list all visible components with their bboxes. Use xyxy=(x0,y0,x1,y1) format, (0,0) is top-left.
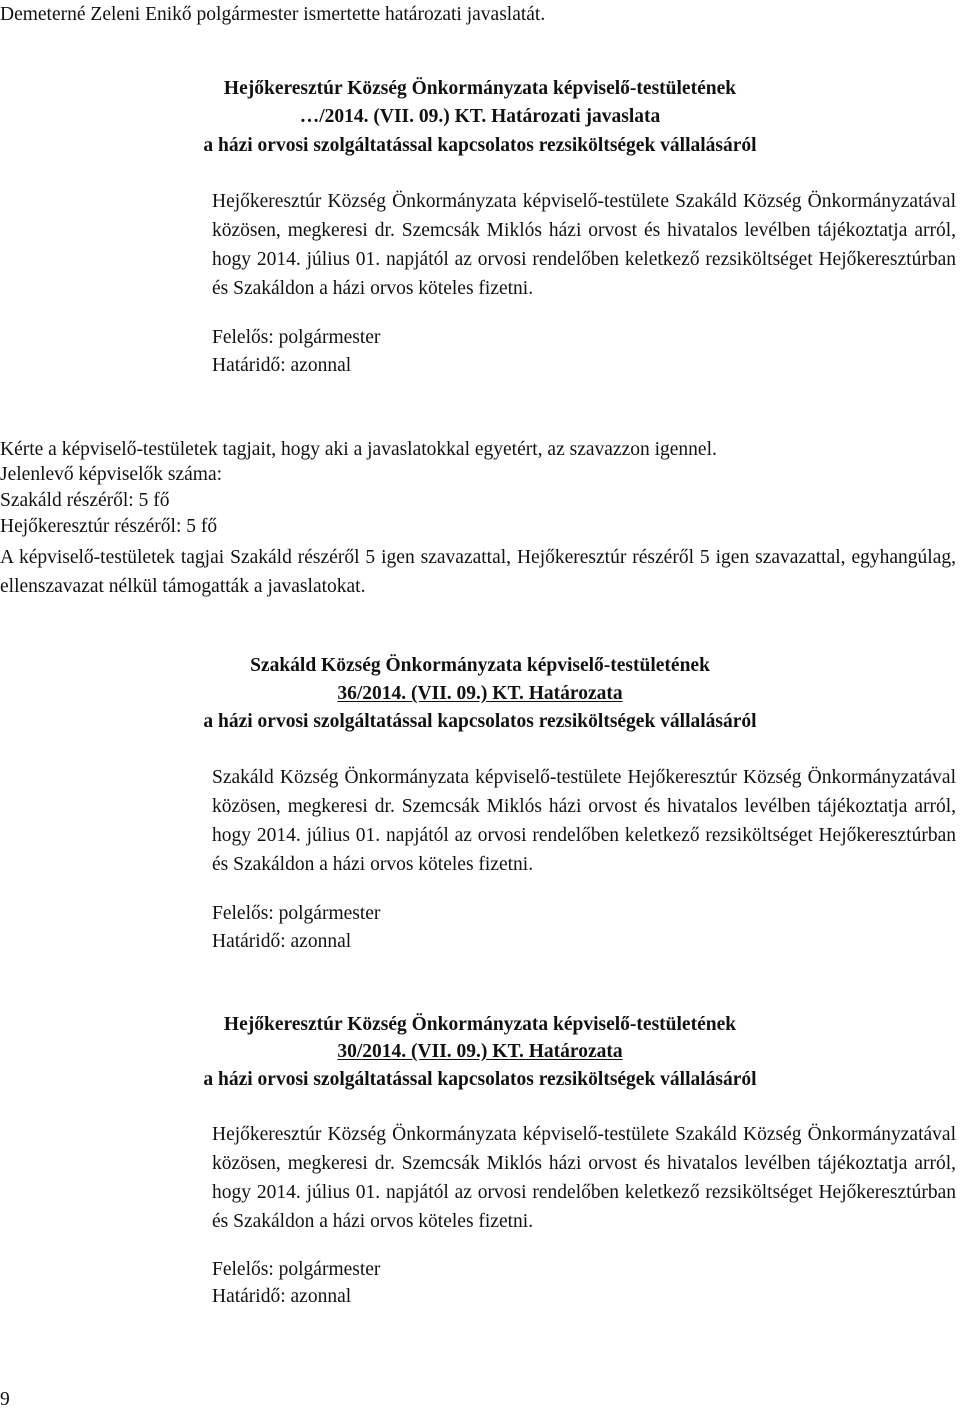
szakald-deadline: Határidő: azonnal xyxy=(212,931,352,952)
page-number: 9 xyxy=(0,1389,10,1410)
vote-szakald-present: Szakáld részéről: 5 fő xyxy=(0,490,170,511)
szakald-heading-number-wrap xyxy=(0,682,960,706)
proposal-deadline: Határidő: azonnal xyxy=(212,355,352,376)
vote-present-label: Jelenlevő képviselők száma: xyxy=(0,464,223,485)
proposal-heading-subject: a házi orvosi szolgáltatással kapcsolatos rezsiköltségek vállalásáról xyxy=(203,135,757,156)
proposal-responsible: Felelős: polgármester xyxy=(212,327,381,348)
hejokeresztur-deadline: Határidő: azonnal xyxy=(212,1286,352,1307)
hejokeresztur-responsible: Felelős: polgármester xyxy=(212,1259,381,1280)
proposal-heading-number: …/2014. (VII. 09.) KT. Határozati javaslata xyxy=(299,106,661,127)
hejokeresztur-heading-number-wrap xyxy=(0,1040,960,1064)
szakald-heading-council: Szakáld Község Önkormányzata képviselő-testületének xyxy=(250,655,710,676)
intro-text: Demeterné Zeleni Enikő polgármester ismertette határozati javaslatát. xyxy=(0,4,546,25)
szakald-body: Szakáld Község Önkormányzata képviselő-testülete Hejőkeresztúr Község Önkormányzatával közösen, megkeresi dr. Szemcsák Miklós házi orvost és hivatalos levélben tájékoztatja arról, hogy 2014. július 01. napjától az orvosi rendelőben keletkező rezsiköltséget Hejőkeresztúrban és Szakáldon a házi orvos köteles fizetni. xyxy=(212,767,956,875)
hejokeresztur-body: Hejőkeresztúr Község Önkormányzata képviselő-testülete Szakáld Község Önkormányzatával közösen, megkeresi dr. Szemcsák Miklós házi orvost és hivatalos levélben tájékoztatja arról, hogy 2014. július 01. napjától az orvosi rendelőben keletkező rezsiköltséget Hejőkeresztúrban és Szakáldon a házi orvos köteles fizetni. xyxy=(212,1124,956,1232)
vote-result: A képviselő-testületek tagjai Szakáld részéről 5 igen szavazattal, Hejőkeresztúr részéről 5 igen szavazattal, egyhangúlag, ellenszavazat nélkül támogatták a javaslatokat. xyxy=(0,547,956,597)
hejokeresztur-heading-number: 30/2014. (VII. 09.) KT. Határozata xyxy=(337,1041,623,1062)
vote-request: Kérte a képviselő-testületek tagjait, hogy aki a javaslatokkal egyetért, az szavazzon igennel. xyxy=(0,439,717,460)
hejokeresztur-heading-subject: a házi orvosi szolgáltatással kapcsolatos rezsiköltségek vállalásáról xyxy=(203,1069,757,1090)
hejokeresztur-heading-council: Hejőkeresztúr Község Önkormányzata képviselő-testületének xyxy=(223,1014,737,1035)
vote-hejokeresztur-present: Hejőkeresztúr részéről: 5 fő xyxy=(0,516,218,537)
szakald-heading-number: 36/2014. (VII. 09.) KT. Határozata xyxy=(337,683,623,704)
szakald-responsible: Felelős: polgármester xyxy=(212,903,381,924)
szakald-heading-subject: a házi orvosi szolgáltatással kapcsolatos rezsiköltségek vállalásáról xyxy=(203,711,757,732)
proposal-heading-council: Hejőkeresztúr Község Önkormányzata képviselő-testületének xyxy=(223,78,737,99)
proposal-body: Hejőkeresztúr Község Önkormányzata képviselő-testülete Szakáld Község Önkormányzatával közösen, megkeresi dr. Szemcsák Miklós házi orvost és hivatalos levélben tájékoztatja arról, hogy 2014. július 01. napjától az orvosi rendelőben keletkező rezsiköltséget Hejőkeresztúrban és Szakáldon a házi orvos köteles fizetni. xyxy=(212,191,956,299)
